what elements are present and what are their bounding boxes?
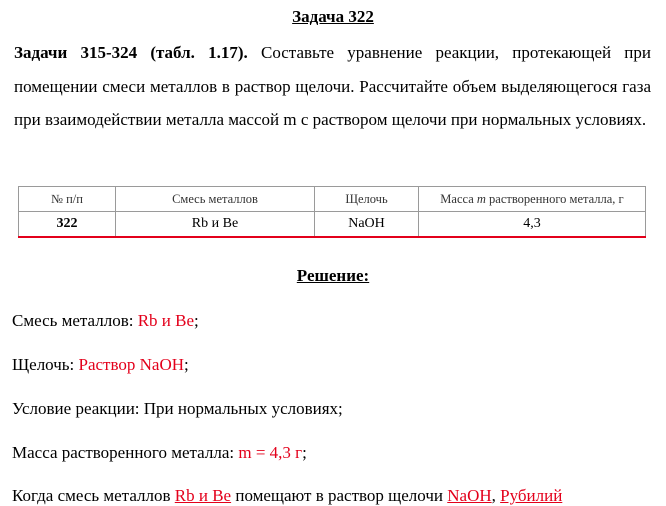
task-data-table	[18, 186, 646, 238]
given-alkali-label: Щелочь:	[12, 355, 79, 374]
header-mass-pre: Масса	[440, 191, 477, 206]
explanation-metal: Рубилий	[500, 486, 563, 505]
cell-alkali: NaOH	[315, 212, 419, 238]
explanation-mix: Rb и Be	[174, 486, 232, 505]
given-mix-label: Смесь металлов:	[12, 311, 138, 330]
solution-title: Решение:	[296, 266, 370, 285]
task-statement	[14, 36, 651, 137]
given-mix-line	[12, 311, 199, 331]
task-statement-text: Составьте уравнение реакции, протекающей при помещении смеси металлов в раствор щелочи. Рассчитайте объем выделяющегося газа при взаимодействии металла массой m с раствором щелочи при нормальных условиях.	[14, 43, 651, 129]
task-statement-bold: Задачи 315-324 (табл. 1.17).	[14, 43, 248, 62]
header-mass-post: растворенного металла, г	[485, 191, 624, 206]
cell-num: 322	[19, 212, 116, 238]
given-mass-value: m = 4,3 г	[238, 443, 303, 462]
task-title: Задача 322	[292, 7, 374, 26]
given-mix-end: ;	[194, 311, 199, 330]
given-condition-line: Условие реакции: При нормальных условиях;	[12, 399, 343, 418]
given-alkali-end: ;	[184, 355, 189, 374]
explanation-part-a: Когда смесь металлов	[12, 486, 175, 505]
header-mix: Смесь металлов	[116, 187, 315, 212]
header-num: № п/п	[19, 187, 116, 212]
given-alkali-value: Раствор NaOH	[78, 355, 185, 374]
table-row	[19, 212, 646, 238]
header-alkali: Щелочь	[315, 187, 419, 212]
cell-mix: Rb и Be	[116, 212, 315, 238]
given-mass-label: Масса растворенного металла:	[12, 443, 239, 462]
given-alkali-line	[12, 355, 189, 375]
header-mass	[419, 187, 646, 212]
explanation-line	[12, 486, 562, 506]
table-header-row	[19, 187, 646, 212]
given-mass-end: ;	[302, 443, 307, 462]
explanation-part-c: помещают в раствор щелочи	[231, 486, 448, 505]
given-mix-value: Rb и Be	[137, 311, 195, 330]
explanation-alkali: NaOH	[447, 486, 492, 505]
explanation-part-e: ,	[491, 486, 501, 505]
header-mass-var: m	[476, 191, 486, 206]
given-mass-line	[12, 443, 307, 463]
cell-mass: 4,3	[419, 212, 646, 238]
